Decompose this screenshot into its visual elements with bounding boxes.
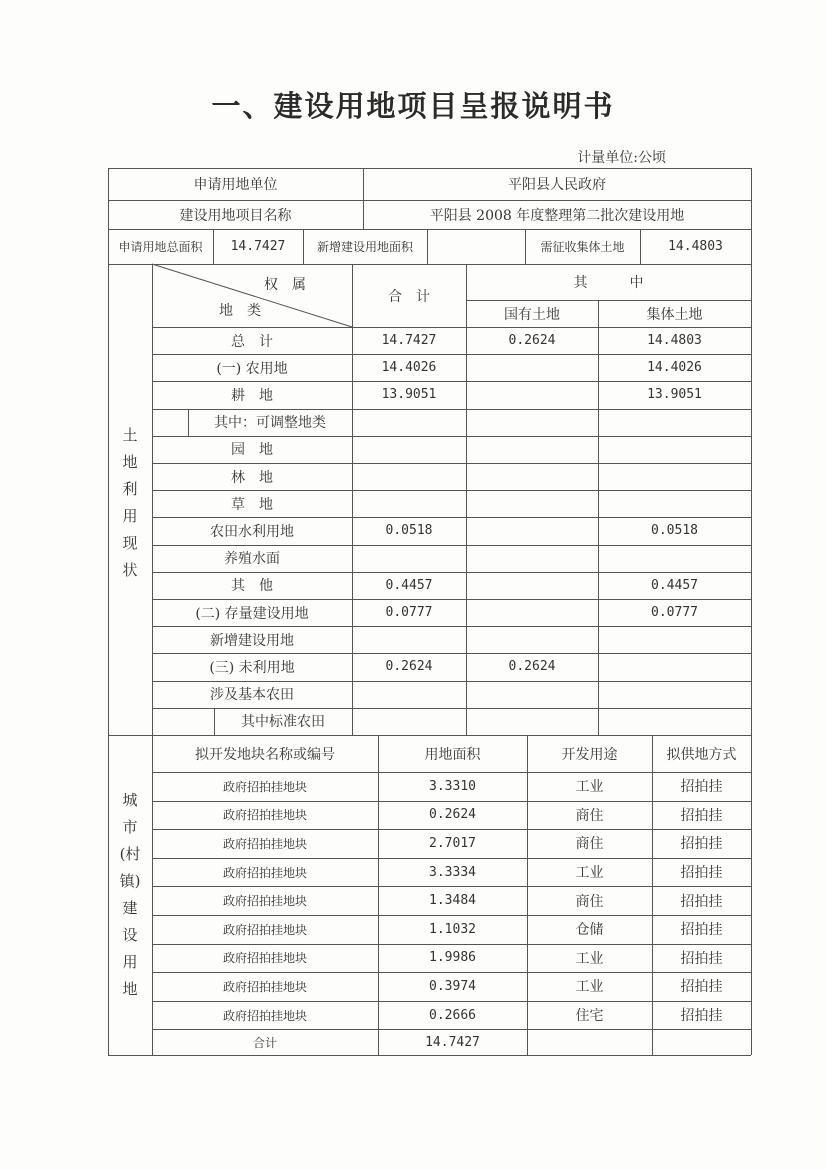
side-label-char: 土 [122,426,138,444]
row-state-value [466,708,598,735]
land-class-row-label: 园 地 [231,442,273,459]
row-collective-value [598,626,751,653]
parcel-area: 1.9986 [429,950,476,966]
side-label-char: 地 [122,453,138,471]
applicant-value: 平阳县人民政府 [508,177,606,193]
parcel-supply-method: 招拍挂 [680,836,723,853]
parcel-supply-method: 招拍挂 [680,979,723,996]
parcel-area: 2.7017 [429,835,476,851]
parcel-name: 政府招拍挂地块 [222,808,307,823]
land-class-row-label: 农田水利用地 [210,523,294,540]
land-class-row-label: 新增建设用地 [210,632,294,649]
row-collective-value: 14.4803 [647,333,702,349]
parcel-name: 政府招拍挂地块 [222,951,307,966]
urban-total-label: 合计 [252,1035,277,1050]
measurement-unit: 计量单位:公顷 [577,150,666,166]
parcel-name: 政府招拍挂地块 [222,894,307,909]
side-label-char: 利 [122,480,138,498]
document-title: 一、建设用地项目呈报说明书 [211,89,615,123]
row-collective-value: 0.0777 [651,605,698,621]
development-use-header: 开发用途 [561,746,618,763]
land-class-row-label: (一) 农用地 [216,360,288,377]
parcel-supply-method: 招拍挂 [680,779,723,796]
side-label-char: (村 [119,845,141,863]
total-column-header: 合 计 [388,288,430,305]
row-state-value [466,545,598,572]
land-class-row-label: 草 地 [231,496,273,513]
parcel-supply-method: 招拍挂 [680,922,723,939]
row-state-value [466,354,598,381]
side-label-char: 镇) [119,872,141,890]
row-collective-value [598,681,751,708]
row-total-value [352,681,466,708]
side-label-char: 状 [122,561,138,579]
land-class-row-label: 其中标准农田 [241,714,325,731]
row-state-value [466,517,598,544]
parcel-supply-method: 招拍挂 [680,865,723,882]
applicant-label: 申请用地单位 [193,177,278,193]
ownership-header: 权 属 [264,277,306,293]
side-label-char: 市 [122,818,138,836]
row-state-value [466,381,598,408]
side-label-char: 设 [122,926,138,944]
parcel-area: 0.3974 [429,978,476,994]
parcel-use: 工业 [575,865,604,882]
of-which-header: 其 中 [573,275,644,291]
land-class-row-label: (三) 未利用地 [209,659,295,676]
collect-land-value: 14.4803 [668,239,723,254]
parcel-name: 政府招拍挂地块 [222,922,307,937]
parcel-name: 政府招拍挂地块 [222,979,307,994]
parcel-area: 0.2666 [429,1007,476,1023]
row-collective-value [598,653,751,680]
row-state-value [466,490,598,517]
row-state-value [466,681,598,708]
project-name-value: 平阳县 2008 年度整理第二批次建设用地 [429,207,685,224]
parcel-area: 1.1032 [429,921,476,937]
row-collective-value [598,463,751,490]
row-state-value [466,572,598,599]
parcel-supply-method: 招拍挂 [680,950,723,967]
row-collective-value: 0.0518 [651,523,698,539]
land-class-row-label: 总 计 [231,333,273,350]
row-total-value: 14.4026 [381,360,437,376]
parcel-supply-method: 招拍挂 [680,807,723,824]
parcel-name: 政府招拍挂地块 [222,779,307,794]
urban-construction-land-label [108,787,152,1003]
row-total-value [352,436,466,463]
row-collective-value: 0.4457 [651,577,698,593]
land-area-header: 用地面积 [424,746,481,763]
parcel-name: 政府招拍挂地块 [222,1008,307,1023]
row-collective-value [598,409,751,436]
urban-total-value: 14.7427 [425,1034,480,1050]
row-total-value: 0.0518 [385,523,433,539]
parcel-supply-method: 招拍挂 [680,893,723,910]
row-total-value [352,490,466,517]
row-collective-value [598,490,751,517]
row-state-value [466,409,598,436]
supply-method-header: 拟供地方式 [666,746,737,763]
land-class-row-label: 涉及基本农田 [210,687,294,704]
land-class-row-label: 养殖水面 [224,551,280,568]
side-label-char: 建 [122,899,138,917]
row-state-value [466,463,598,490]
state-land-header: 国有土地 [504,306,560,323]
land-class-row-label: 其中：可调整地类 [214,415,326,432]
row-collective-value: 14.4026 [647,360,702,376]
collective-land-header: 集体土地 [646,306,703,323]
parcel-area: 3.3334 [429,864,476,880]
row-total-value [352,463,466,490]
row-state-value: 0.2624 [508,333,556,349]
land-class-row-label: 其 他 [231,578,273,595]
row-state-value [466,599,598,626]
row-total-value [352,545,466,572]
parcel-use: 工业 [575,950,604,967]
parcel-area: 0.2624 [429,807,476,823]
row-total-value [352,708,466,735]
row-collective-value: 13.9051 [647,387,702,403]
land-class-row-label: 林 地 [231,469,273,486]
side-label-char: 用 [122,507,138,525]
parcel-use: 住宅 [575,1008,604,1025]
total-area-label: 申请用地总面积 [118,240,203,254]
land-use-status-label [108,422,152,584]
side-label-char: 用 [122,953,138,971]
parcel-supply-method: 招拍挂 [680,1008,723,1025]
project-name-label: 建设用地项目名称 [179,207,292,224]
parcel-name-header: 拟开发地块名称或编号 [195,746,335,763]
parcel-area: 1.3484 [429,893,476,909]
side-label-char: 城 [122,791,138,809]
row-total-value [352,626,466,653]
row-state-value [466,436,598,463]
parcel-use: 商住 [575,807,604,824]
parcel-use: 工业 [575,979,604,996]
parcel-use: 仓储 [575,922,604,939]
row-total-value: 14.7427 [381,333,437,349]
parcel-use: 商住 [575,836,604,853]
land-class-header: 地 类 [219,303,261,319]
collect-land-label: 需征收集体土地 [540,240,625,254]
side-label-char: 现 [122,534,138,552]
total-area-value: 14.7427 [230,239,286,254]
row-total-value: 0.2624 [385,659,433,675]
side-label-char: 地 [122,980,138,998]
row-collective-value [598,708,751,735]
row-collective-value [598,436,751,463]
parcel-use: 商住 [575,893,604,910]
new-area-label: 新增建设用地面积 [316,240,413,254]
parcel-name: 政府招拍挂地块 [222,836,307,851]
row-collective-value [598,545,751,572]
parcel-name: 政府招拍挂地块 [222,865,307,880]
row-state-value [466,626,598,653]
row-total-value [352,409,466,436]
row-total-value: 13.9051 [381,387,437,403]
row-state-value: 0.2624 [508,659,556,675]
row-total-value: 0.4457 [385,577,433,593]
row-total-value: 0.0777 [385,605,433,621]
land-class-row-label: (二) 存量建设用地 [195,605,309,622]
parcel-use: 工业 [575,779,604,796]
land-class-row-label: 耕 地 [231,387,273,404]
parcel-area: 3.3310 [429,778,476,794]
